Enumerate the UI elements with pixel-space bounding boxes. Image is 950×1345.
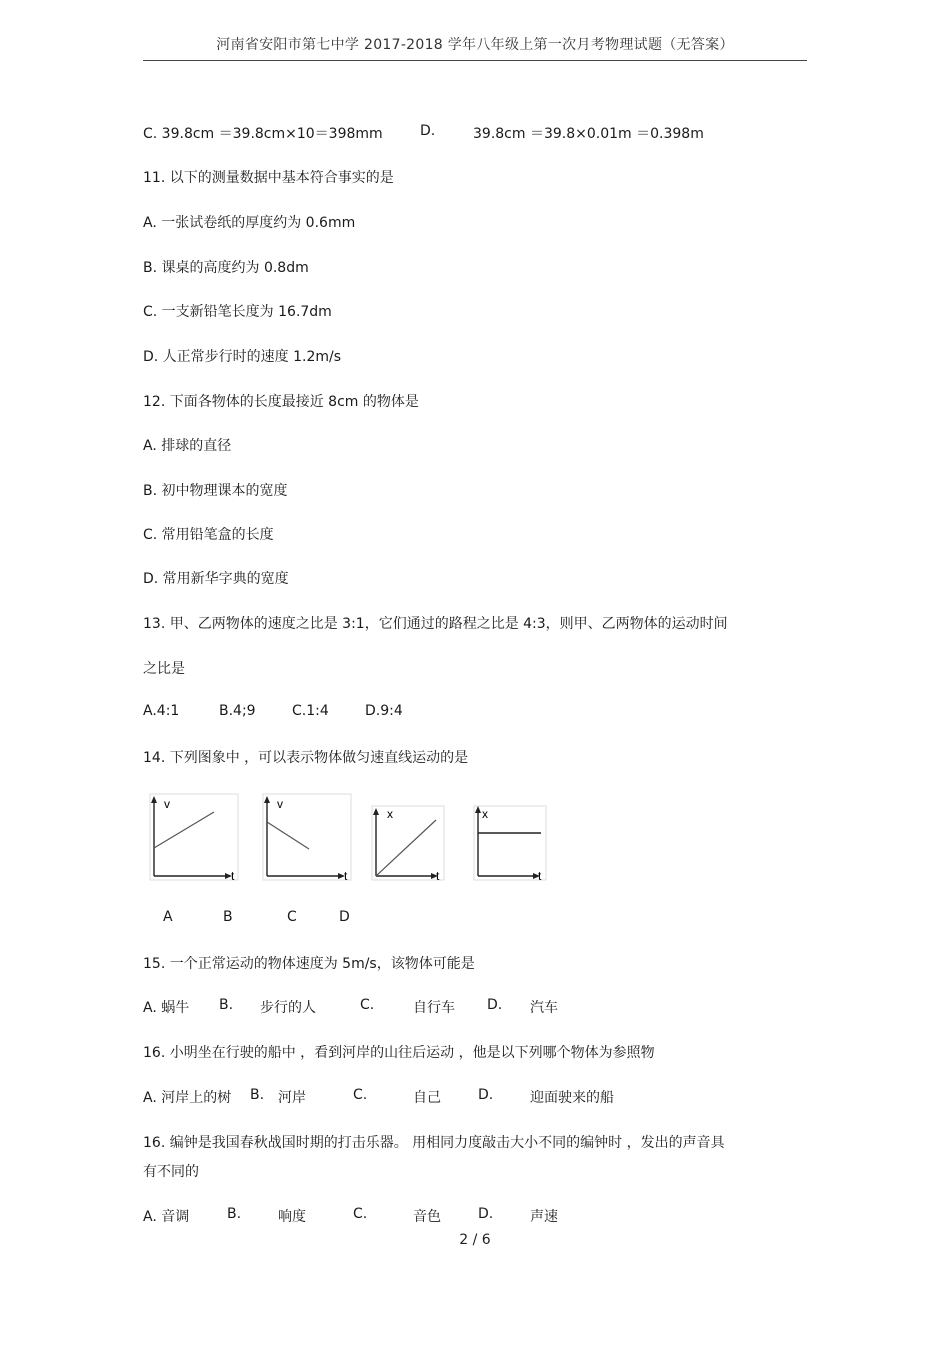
q13-option-c: C.1:4 [292, 703, 329, 719]
q16b-option-a: A. 音调 [143, 1209, 190, 1225]
q16a-option-d-text: 迎面驶来的船 [530, 1090, 614, 1106]
q13-option-a: A.4:1 [143, 703, 180, 719]
q16b-stem-line2: 有不同的 [143, 1164, 199, 1180]
q16b-option-c-label: C. [353, 1206, 368, 1222]
q15-option-c-text: 自行车 [413, 1000, 455, 1016]
q16a-option-b-text: 河岸 [278, 1090, 306, 1106]
q13-stem-line1: 13. 甲、乙两物体的速度之比是 3:1，它们通过的路程之比是 4:3，则甲、乙两物体的运动时间 [143, 616, 728, 632]
q12-option-d: D. 常用新华字典的宽度 [143, 571, 289, 587]
q15-option-a: A. 蜗牛 [143, 1000, 190, 1016]
graph-b-xaxis-label: t [344, 869, 348, 883]
graph-label-a: A [163, 909, 173, 925]
q13-stem-line2: 之比是 [143, 661, 185, 677]
q15-option-b-label: B. [219, 997, 234, 1013]
page-header: 河南省安阳市第七中学 2017-2018 学年八年级上第一次月考物理试题（无答案） [143, 34, 807, 61]
q16a-option-c-text: 自己 [413, 1090, 441, 1106]
q16b-option-b-label: B. [227, 1206, 242, 1222]
q14-stem: 14. 下列图象中 ，可以表示物体做匀速直线运动的是 [143, 750, 469, 766]
q15-stem: 15. 一个正常运动的物体速度为 5m/s，该物体可能是 [143, 956, 475, 972]
q15-option-c-label: C. [360, 997, 375, 1013]
graph-label-d: D [339, 909, 350, 925]
q11-option-d: D. 人正常步行时的速度 1.2m/s [143, 349, 342, 365]
graph-a-yaxis-label: v [164, 797, 170, 811]
q11-option-b: B. 课桌的高度约为 0.8dm [143, 260, 309, 276]
q14-graphs [148, 792, 568, 887]
q12-stem: 12. 下面各物体的长度最接近 8cm 的物体是 [143, 394, 419, 410]
q11-stem: 11. 以下的测量数据中基本符合事实的是 [143, 170, 394, 186]
page-number: 2 / 6 [459, 1232, 491, 1248]
graph-c [370, 804, 446, 884]
q10-option-c: C. 39.8cm ＝39.8cm×10＝398mm [143, 126, 383, 142]
graph-a-xaxis-label: t [231, 869, 235, 883]
q16a-option-d-label: D. [478, 1087, 494, 1103]
q13-option-b: B.4;9 [219, 703, 256, 719]
q12-option-c: C. 常用铅笔盒的长度 [143, 527, 274, 543]
q10-option-d-text: 39.8cm ＝39.8×0.01m ＝0.398m [473, 126, 704, 142]
q16a-option-c-label: C. [353, 1087, 368, 1103]
q15-option-d-label: D. [487, 997, 503, 1013]
q16b-option-c-text: 音色 [413, 1209, 441, 1225]
graph-c-xaxis-label: t [436, 869, 440, 883]
q15-option-b-text: 步行的人 [260, 1000, 316, 1016]
graph-label-b: B [223, 909, 233, 925]
q13-option-d: D.9:4 [365, 703, 403, 719]
q16a-stem: 16. 小明坐在行驶的船中 ，看到河岸的山往后运动 ，他是以下列哪个物体为参照物 [143, 1045, 655, 1061]
graph-b-yaxis-label: v [277, 797, 283, 811]
graph-label-c: C [287, 909, 297, 925]
q12-option-a: A. 排球的直径 [143, 438, 232, 454]
q16a-option-a: A. 河岸上的树 [143, 1090, 232, 1106]
graph-d-xaxis-label: t [538, 869, 542, 883]
q11-option-a: A. 一张试卷纸的厚度约为 0.6mm [143, 215, 356, 231]
graph-d-yaxis-label: x [482, 807, 488, 821]
q16b-option-d-text: 声速 [530, 1209, 558, 1225]
graph-b [261, 792, 353, 884]
q12-option-b: B. 初中物理课本的宽度 [143, 483, 288, 499]
q10-option-d-label: D. [420, 123, 436, 139]
q16a-option-b-label: B. [250, 1087, 265, 1103]
q15-option-d-text: 汽车 [530, 1000, 558, 1016]
q16b-stem-line1: 16. 编钟是我国春秋战国时期的打击乐器。 用相同力度敲击大小不同的编钟时 ，发出的声音具 [143, 1135, 725, 1151]
q16b-option-d-label: D. [478, 1206, 494, 1222]
graph-d [472, 804, 548, 884]
graph-c-yaxis-label: x [387, 807, 393, 821]
q11-option-c: C. 一支新铅笔长度为 16.7dm [143, 304, 332, 320]
q16b-option-b-text: 响度 [278, 1209, 306, 1225]
graph-a [148, 792, 240, 884]
